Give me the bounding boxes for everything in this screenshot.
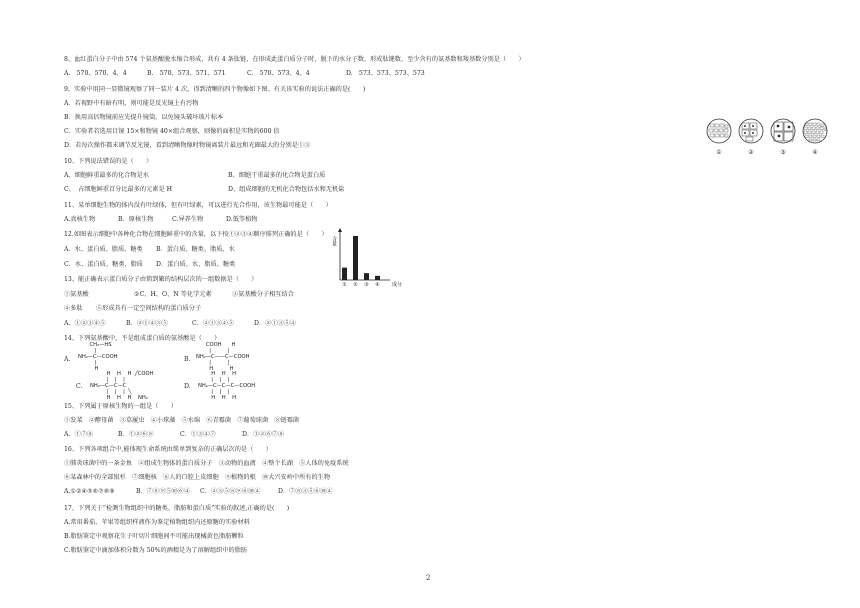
x-axis-label: 成分	[392, 282, 403, 288]
q15-option-c: C．①③④⑦	[180, 431, 216, 438]
tick-label-2: ②	[353, 282, 358, 288]
bar-3	[364, 273, 369, 280]
q10-stem: 10、下列说法错误的是（ ）	[64, 158, 153, 165]
field-of-view-4	[803, 119, 827, 143]
q8-option-c: C. 570、573、4、4	[247, 70, 310, 77]
q16-items-row2: ⑥某森林中的全部银杉 ⑦细胞核 ⑧人的口腔上皮细胞 ⑨植物的根 ⑩大兴安岭中所有的生物	[64, 474, 331, 481]
tick-label-4: ④	[375, 282, 380, 288]
field-of-view-1	[707, 119, 731, 143]
q15-stem: 15、下列属于原核生物的一组是（ ）	[64, 403, 178, 410]
q10-option-b: B、细胞干重最多的化合物是蛋白质	[228, 172, 326, 179]
q14-formula-a: CH₂—HS | NH₂—C—COOH | H	[78, 342, 118, 372]
q13-item-2: ②C、H、O、N 等化学元素	[134, 291, 212, 298]
q8-option-b: B. 570、573、571、571	[147, 70, 226, 77]
q14-formula-c: H H H ╱COOH | | | NH₂—C—C—C | | | ╲ H H H NH₂	[90, 371, 154, 401]
q13-option-a: A．①②③④⑤	[64, 320, 106, 327]
q17-option-a: A.常用番茄、苹果等组织样液作为鉴定植物组织内还原糖的实验材料	[64, 519, 250, 526]
q13-item-4: ④多肽	[64, 305, 83, 312]
bar-2	[353, 236, 358, 280]
bar-4	[375, 276, 380, 280]
q14-label-b: B.	[184, 356, 191, 363]
q12-bar-chart	[330, 226, 410, 290]
q12-option-d: D．蛋白质、水、脂质、糖类	[156, 261, 236, 268]
q16-option-c: C．②③⑤⑧⑨⑥⑩④	[200, 488, 261, 495]
y-axis-label: 含量	[331, 236, 337, 246]
tick-label-3: ③	[364, 282, 369, 288]
fig-label-1: ①	[716, 149, 722, 156]
q10-option-a: A、细胞鲜重最多的化合物是水	[64, 172, 149, 179]
q11-option-a: A.真核生物	[64, 216, 96, 223]
field-of-view-3	[771, 119, 795, 143]
tick-label-1: ①	[342, 282, 347, 288]
q14-label-a: A.	[64, 356, 71, 363]
q9-option-b: B．换用高倍物镜前应先提升镜筒，以免镜头破坏玻片标本	[64, 114, 224, 121]
q8-stem: 8、血红蛋白分子中由 574 个氨基酸脱水缩合形成，共有 4 条肽链，在形成此蛋白质分子时，脱下的水分子数、形成肽键数、至少含有的氨基数和羧基数分别是（ ）	[64, 56, 525, 63]
chart-bars	[342, 236, 380, 280]
bar-1	[342, 268, 347, 280]
q17-option-b: B.脂肪鉴定中观察花生子叶切片细胞间不可能出现橘黄色脂肪颗粒	[64, 533, 244, 540]
q13-option-b: B．②①④③⑤	[126, 320, 168, 327]
q13-option-d: D．②①③⑤④	[254, 320, 297, 327]
q12-option-a: A．水、蛋白质、脂质、糖类	[64, 246, 143, 253]
q8-option-d: D. 573、573、573、573	[346, 70, 425, 77]
q13-option-c: C．②①③④⑤	[192, 320, 234, 327]
q14-formula-b: COOH H | | NH₂—C——C—COOH | | H H	[196, 342, 250, 372]
fig-label-4: ④	[812, 149, 818, 156]
q13-item-5: ⑤形成具有一定空间结构的蛋白质分子	[96, 305, 202, 312]
q10-option-d: D、组成细胞的无机化合物包括水和无机盐	[228, 186, 345, 193]
chart-tick-labels	[342, 282, 380, 288]
q13-stem: 13、能正确表示蛋白质分子由简到繁的结构层次的一组数据是（ ）	[64, 276, 258, 283]
field-of-view-2	[739, 119, 763, 143]
q12-option-b: B．蛋白质、糖类、脂质、水	[156, 246, 235, 253]
q10-option-c: C、 占细胞鲜重百分比最多的元素是 H	[64, 186, 172, 193]
q13-item-1: ①氨基酸	[64, 291, 89, 298]
q16-items-row1: ①肺炎球菌中的一条金鱼 ②组成生物体的蛋白质分子 ③动物的血液 ④整个长湖 ⑤人体的免疫系统	[64, 460, 349, 467]
q11-option-c: C.异养生物	[172, 216, 204, 223]
q16-option-a: A.①②④⑤⑥⑦⑧⑨	[64, 488, 115, 495]
q13-item-3: ③氨基酸分子相互结合	[232, 291, 294, 298]
q12-stem: 12.如图表示细胞中各种化合物在细胞鲜重中的含量，以下按①②③④顺序排列正确的是（ ）	[64, 231, 328, 238]
q16-stem: 16、下列各项组合中,能体现生命系统由简单到复杂的正确层次的是（ ）	[64, 446, 272, 453]
q16-option-b: B．⑦⑧⑨⑤⑩⑥④	[136, 488, 191, 495]
q16-option-d: D．⑦⑧③⑤⑥⑩④	[278, 488, 333, 495]
q11-option-d: D.低等植物	[226, 216, 258, 223]
q15-option-a: A．①⑦⑧	[64, 431, 94, 438]
q9-option-a: A．若视野中有暗有明，则可能是反光镜上有污物	[64, 100, 199, 107]
q9-option-c: C．实验者若选用目镜 15×和物镜 40×组合观察，则像的面积是实物的600 倍	[64, 128, 280, 135]
fig-label-3: ③	[780, 149, 786, 156]
q9-option-d: D．若每次操作都未调节反光镜，看到清晰物像时物镜离装片最远和光圈最大的分别是①③	[64, 142, 311, 149]
q11-stem: 11、某单细胞生物的体内没有叶绿体，但有叶绿素，可以进行光合作用，该生物最可能是（ ）	[64, 202, 332, 209]
q17-stem: 17、下列关于“检测生物组织中的糖类、脂肪和蛋白质”实验的叙述,正确的是( )	[64, 505, 290, 512]
q15-option-b: B．①②⑥⑧	[118, 431, 154, 438]
q14-stem: 14、下列氨基酸中，不是组成蛋白质的氨基酸是（ ）	[64, 335, 221, 342]
q9-stem: 9、实验中用同一显微镜观察了同一装片 4 次，得到清晰的四个物像如下图。有关该实验的说法正确的是( )	[64, 86, 366, 93]
q15-option-d: D．①②⑥⑦⑧	[242, 431, 285, 438]
q8-option-a: A. 570、570、4、4	[64, 70, 127, 77]
q14-label-d: D.	[184, 383, 191, 390]
q14-label-c: C.	[76, 383, 83, 390]
q17-option-c: C.脂肪鉴定中滴加体积分数为 50%的酒精是为了溶解组织中的脂肪	[64, 547, 248, 554]
microscope-view-figure	[704, 116, 832, 158]
q15-items: ①发菜 ②酵母菌 ③草履虫 ④小球藻 ⑤水绵 ⑥青霉菌 ⑦葡萄球菌 ⑧链霉菌	[64, 417, 300, 424]
fig-label-2: ②	[748, 149, 754, 156]
q12-option-c: C．水、蛋白质、糖类、脂质	[64, 261, 143, 268]
q14-formula-d: H H H | | | NH₂—C—C—C—COOH | | | H H H	[198, 371, 256, 401]
page-number: 2	[426, 574, 431, 582]
y-axis-arrow	[338, 228, 342, 232]
q11-option-b: B．原核生物	[118, 216, 154, 223]
